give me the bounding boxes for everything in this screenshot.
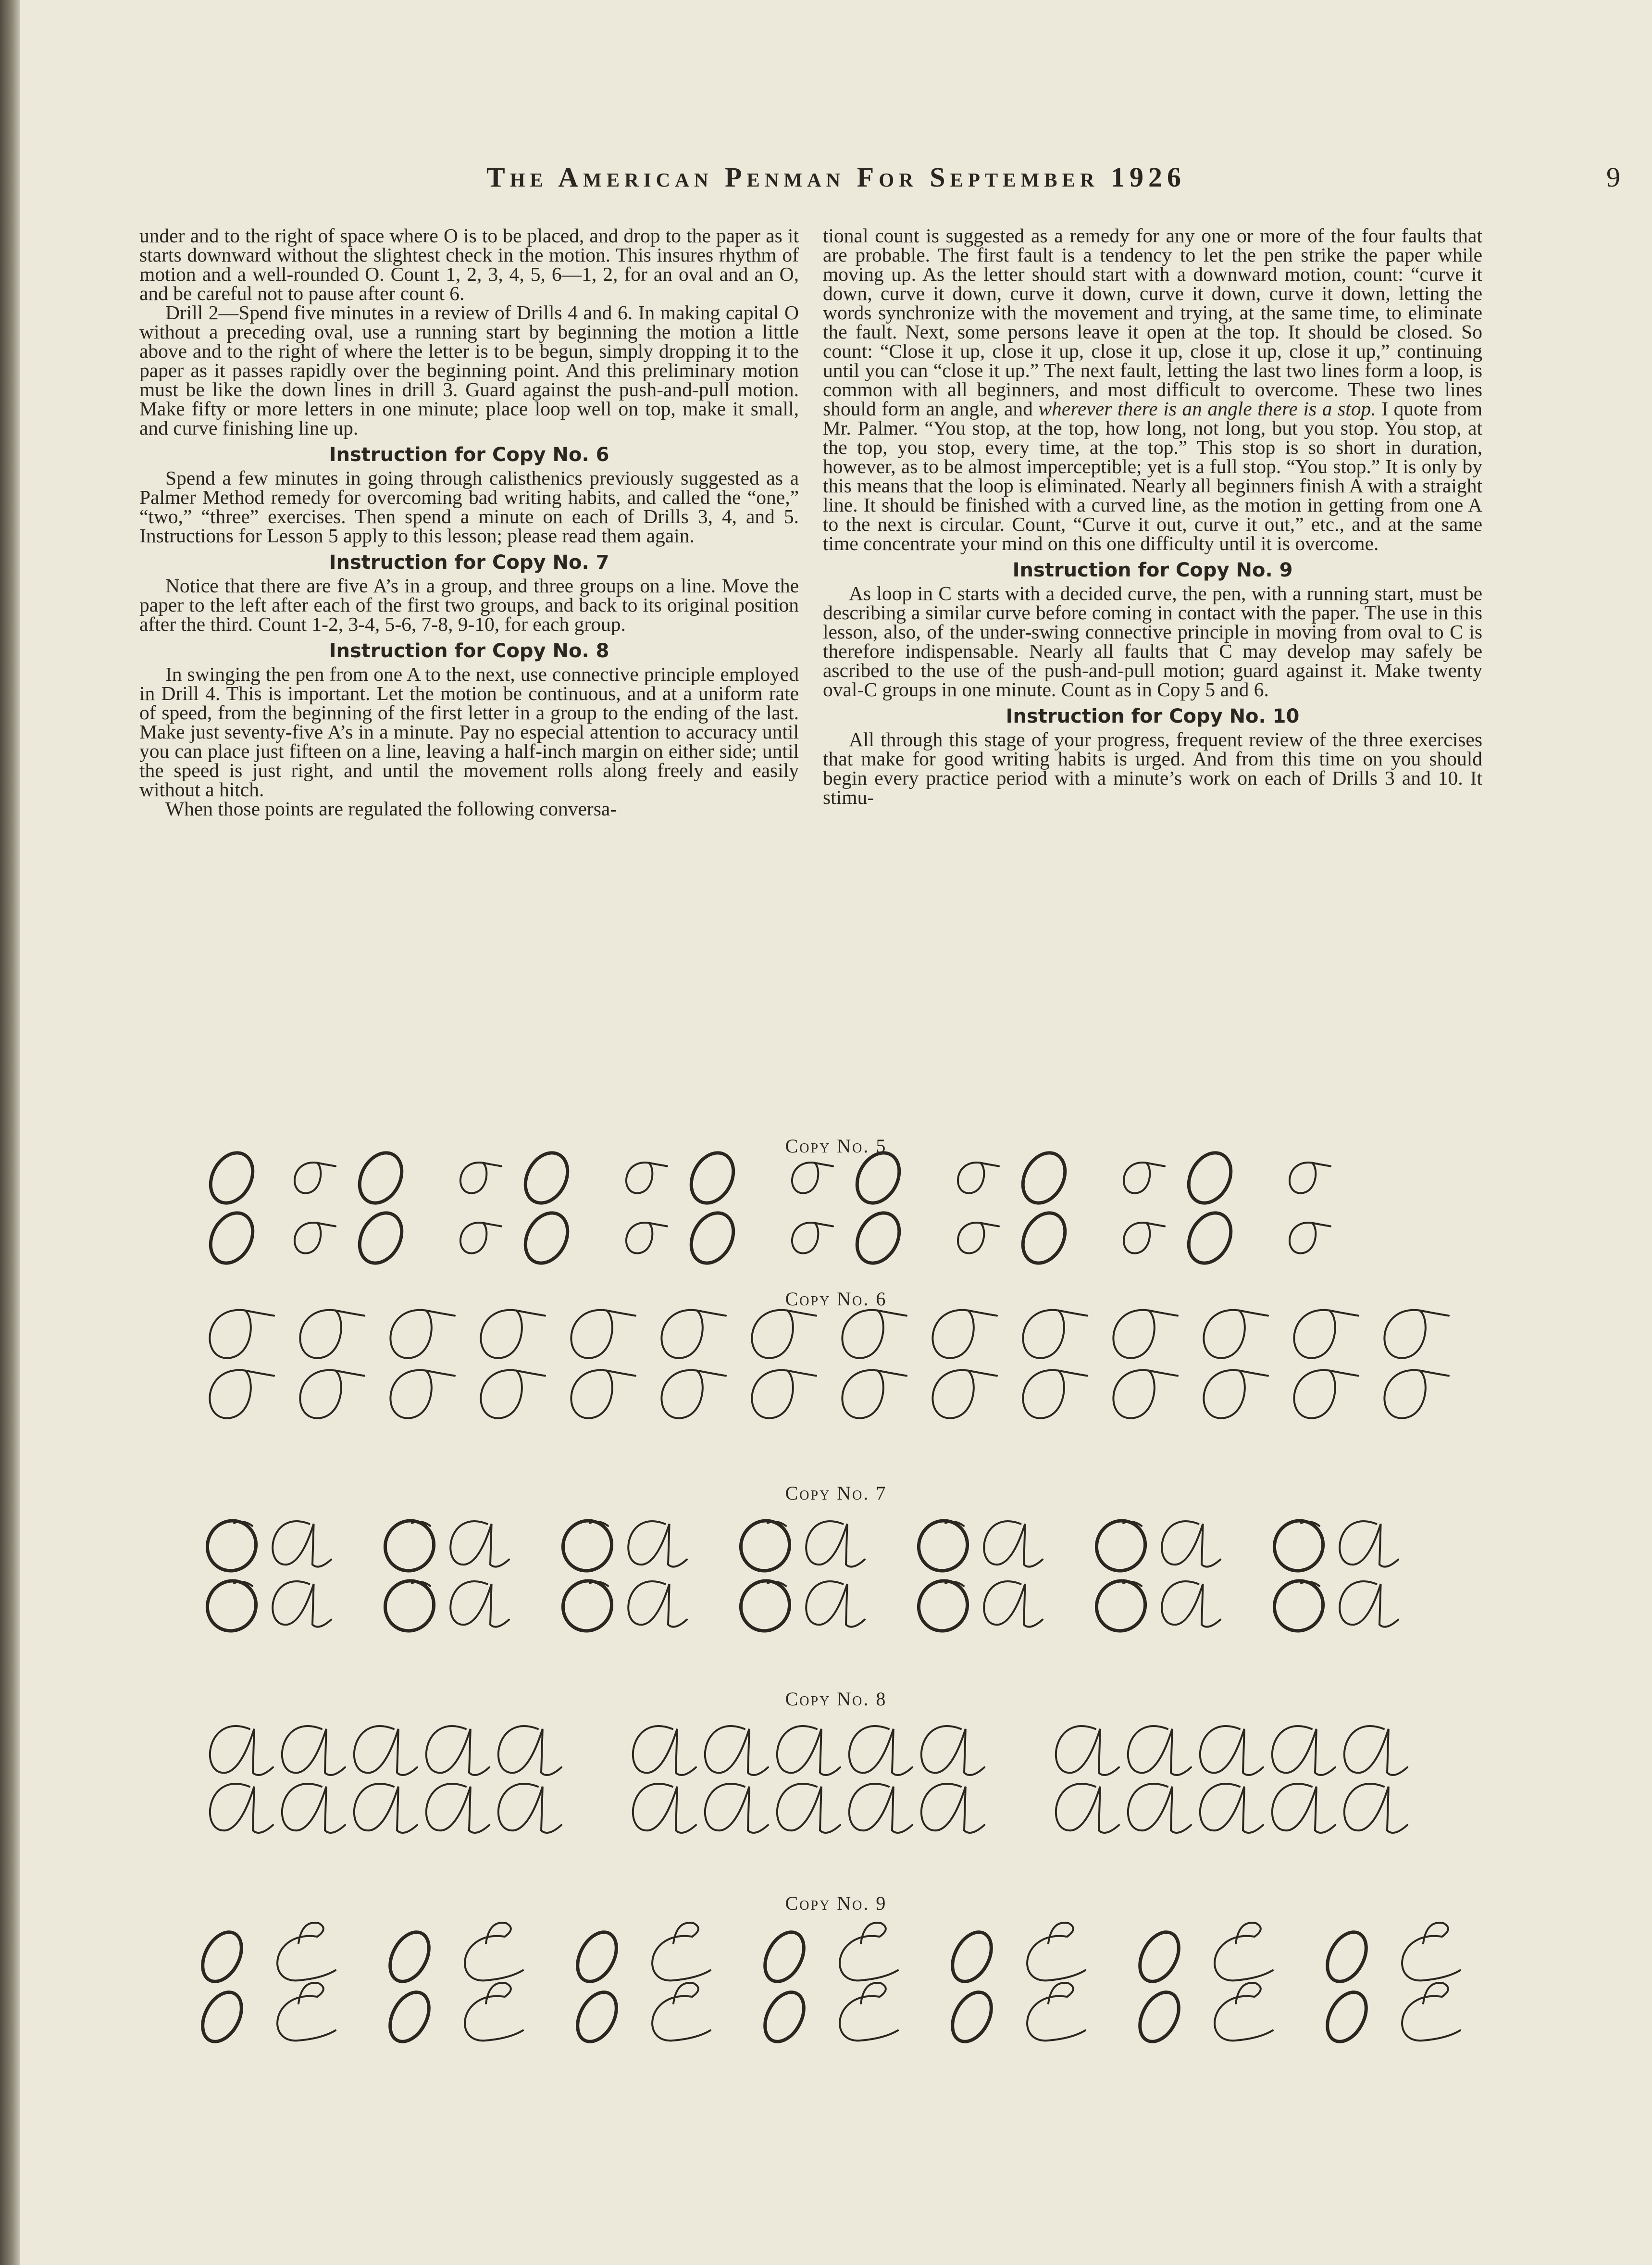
script-letter-a (1162, 1581, 1220, 1627)
script-letter-a (273, 1521, 331, 1567)
script-letter-small-o (932, 1310, 997, 1358)
script-letter-o (944, 1926, 999, 1988)
script-letter-o (1088, 1572, 1154, 1639)
script-letter-small-o (1023, 1310, 1087, 1358)
script-letter-small-o (481, 1370, 545, 1418)
script-letter-small-o (752, 1370, 816, 1418)
script-letter-small-o (1294, 1310, 1358, 1358)
script-letter-a (984, 1581, 1043, 1627)
paragraph: Notice that there are five A’s in a group, and three groups on a line. Move the paper to the left after each of the first two groups, and back to its original position after the third. Count 1-2, 3-4, 5-6, 7-8, 9-10, for each group. (139, 575, 799, 635)
script-letter-c (465, 1923, 523, 1980)
script-letter-o (351, 1206, 410, 1271)
script-letter-a (777, 1726, 840, 1775)
script-letter-o (1266, 1572, 1332, 1639)
italic-quote: wherever there is an angle there is a stop. (1038, 398, 1376, 420)
script-letter-small-o (661, 1310, 726, 1358)
script-letter-a (628, 1521, 687, 1567)
script-letter-c (1215, 1923, 1273, 1980)
script-letter-small-o (1294, 1370, 1358, 1418)
script-letter-a (1056, 1784, 1119, 1833)
script-letter-a (282, 1726, 345, 1775)
script-letter-o (199, 1572, 265, 1639)
script-letter-small-o (1023, 1370, 1087, 1418)
section-heading: Instruction for Copy No. 10 (1006, 705, 1300, 727)
script-letter-small-o (300, 1370, 364, 1418)
script-letter-o (1132, 1926, 1186, 1988)
paragraph: In swinging the pen from one A to the next, use connective principle employed in Drill 4. This is important. Let the motion be continuous, and at a uniform rate of speed, from the beginning of the first letter in a group to the ending of the last. Make just seventy-five A’s in a minute. Pay no especial attention to accuracy until you can place just fifteen on a line, leaving a half-inch margin on either side; until the speed is just right, and until the movement rolls along freely and easily without a hitch. (139, 663, 799, 801)
script-letter-o (757, 1926, 811, 1988)
script-letter-small-o (1384, 1310, 1449, 1358)
script-letter-small-o (1290, 1163, 1330, 1193)
script-letter-o (1319, 1986, 1374, 2048)
script-letter-o (202, 1206, 261, 1271)
script-letter-a (1128, 1784, 1191, 1833)
paragraph: Spend a few minutes in going through calisthenics previously suggested as a Palmer Method remedy for overcoming bad writing habits, and called the “one,” “two,” “three” exercises. Then spend a minute on each of Drills 3, 4, and 5. Instructions for Lesson 5 apply to this lesson; please read them again. (139, 467, 799, 547)
script-letter-a (1272, 1726, 1335, 1775)
script-letter-o (382, 1926, 436, 1988)
script-letter-small-o (842, 1370, 907, 1418)
script-letter-o (199, 1512, 265, 1579)
section-heading: Instruction for Copy No. 6 (329, 444, 609, 466)
script-letter-small-o (460, 1223, 501, 1253)
copy-5-specimen (203, 1149, 1472, 1269)
script-letter-a (354, 1726, 417, 1775)
script-letter-o (1266, 1512, 1332, 1579)
paragraph: Drill 2—Spend five minutes in a review of Drills 4 and 6. In making capital O without a preceding oval, use a running start by beginning the motion a little above and to the right of where the letter is to be begun, simply dropping it to the paper as it passes rapidly over the beginning point. And this preliminary motion must be like the down lines in drill 3. Guard against the push-and-pull motion. Make fifty or more letters in one minute; place loop well on top, make it small, and curve finishing line up. (139, 301, 799, 439)
script-letter-small-o (1204, 1370, 1268, 1418)
script-letter-small-o (626, 1163, 667, 1193)
script-letter-small-o (1384, 1370, 1449, 1418)
script-letter-o (849, 1206, 907, 1271)
left-column (139, 226, 799, 818)
script-letter-a (921, 1784, 984, 1833)
script-letter-a (426, 1726, 489, 1775)
script-letter-small-o (792, 1163, 833, 1193)
script-letter-a (1162, 1521, 1220, 1567)
script-letter-small-o (661, 1370, 726, 1418)
script-letter-c (1402, 1983, 1460, 2040)
script-letter-o (1015, 1206, 1073, 1271)
script-letter-a (1272, 1784, 1335, 1833)
copy-caption: Copy No. 8 (785, 1688, 887, 1710)
copy-caption: Copy No. 5 (785, 1135, 887, 1157)
copy-9-specimen (203, 1928, 1472, 2048)
script-letter-a (498, 1726, 561, 1775)
script-letter-a (273, 1581, 331, 1627)
script-letter-a (628, 1581, 687, 1627)
script-letter-o (195, 1926, 249, 1988)
paragraph-text: tional count is suggested as a remedy for any one or more of the four faults that are probable. The first fault is a tendency to let the pen strike the paper while moving up. As the letter should start with a downward motion, count: “curve it down, curve it down, curve it down, curve it down, curve it down, letting the words synchronize with the movement and trying, at the same time, to eliminate the fault. Next, some persons leave it open at the top. It should be closed. So count: “Close it up, close it up, close it up, close it up, close it up,” continuing until you can “close it up.” The next fault, letting the last two lines form a loop, is common with all beginners, and most difficult to overcome. These two lines should form an angle, and (823, 225, 1482, 420)
header-title: The American Penman For September 1926 (486, 162, 1186, 193)
script-letter-a (1056, 1726, 1119, 1775)
script-letter-a (806, 1581, 865, 1627)
script-letter-a (450, 1521, 509, 1567)
script-letter-o (1088, 1512, 1154, 1579)
script-letter-a (1128, 1726, 1191, 1775)
running-header (20, 161, 1652, 200)
script-letter-small-o (792, 1223, 833, 1253)
script-letter-small-o (210, 1370, 274, 1418)
script-letter-c (277, 1983, 335, 2040)
script-letter-small-o (481, 1310, 545, 1358)
script-letter-small-o (571, 1310, 635, 1358)
script-letter-o (683, 1146, 742, 1211)
section-heading: Instruction for Copy No. 8 (329, 640, 609, 662)
copy-6-specimen (203, 1308, 1472, 1428)
script-letter-o (570, 1986, 624, 2048)
script-letter-o (202, 1146, 261, 1211)
script-letter-a (450, 1581, 509, 1627)
script-letter-o (944, 1986, 999, 2048)
script-letter-small-o (626, 1223, 667, 1253)
script-letter-a (1340, 1581, 1398, 1627)
script-letter-small-o (210, 1310, 274, 1358)
script-letter-c (1215, 1983, 1273, 2040)
script-letter-small-o (460, 1163, 501, 1193)
script-letter-o (683, 1206, 742, 1271)
script-letter-o (382, 1986, 436, 2048)
script-letter-c (465, 1983, 523, 2040)
script-letter-small-o (1113, 1370, 1178, 1418)
script-letter-o (757, 1986, 811, 2048)
script-letter-small-o (958, 1223, 999, 1253)
script-letter-o (849, 1146, 907, 1211)
paragraph (823, 226, 1482, 553)
right-column (823, 226, 1482, 807)
script-letter-c (1027, 1983, 1085, 2040)
script-letter-small-o (1204, 1310, 1268, 1358)
paragraph: As loop in C starts with a decided curve, the pen, with a running start, must be describing a similar curve before coming in contact with the paper. The use in this lesson, also, of the under-swing connective principle in moving from oval to C is therefore indispensable. Nearly all faults that C may develop may safely be ascribed to the use of the push-and-pull motion; guard against it. Make twenty oval-C groups in one minute. Count as in Copy 5 and 6. (823, 582, 1482, 701)
script-letter-a (210, 1726, 273, 1775)
script-letter-small-o (842, 1310, 907, 1358)
script-letter-o (910, 1572, 976, 1639)
script-letter-small-o (932, 1370, 997, 1418)
script-letter-a (1200, 1784, 1263, 1833)
script-letter-small-o (1113, 1310, 1178, 1358)
script-letter-a (1344, 1784, 1407, 1833)
script-letter-c (1402, 1923, 1460, 1980)
script-letter-a (777, 1784, 840, 1833)
paragraph: When those points are regulated the following conversa- (165, 798, 617, 820)
script-letter-c (652, 1923, 710, 1980)
script-letter-a (282, 1784, 345, 1833)
script-letter-o (732, 1512, 798, 1579)
section-heading: Instruction for Copy No. 9 (1012, 559, 1293, 581)
script-letter-a (921, 1726, 984, 1775)
script-letter-o (570, 1926, 624, 1988)
script-letter-small-o (958, 1163, 999, 1193)
script-letter-o (1132, 1986, 1186, 2048)
script-letter-a (1344, 1726, 1407, 1775)
script-letter-a (498, 1784, 561, 1833)
script-letter-o (376, 1512, 443, 1579)
script-letter-a (984, 1521, 1043, 1567)
script-letter-a (633, 1726, 696, 1775)
copy-8-specimen (203, 1726, 1472, 1846)
script-letter-small-o (752, 1310, 816, 1358)
script-letter-a (1200, 1726, 1263, 1775)
script-letter-a (806, 1521, 865, 1567)
script-letter-a (210, 1784, 273, 1833)
script-letter-c (840, 1983, 898, 2040)
script-letter-small-o (295, 1223, 335, 1253)
script-letter-a (354, 1784, 417, 1833)
script-letter-o (1180, 1206, 1239, 1271)
script-letter-c (840, 1923, 898, 1980)
page (20, 0, 1652, 2265)
script-letter-small-o (1290, 1223, 1330, 1253)
section-heading: Instruction for Copy No. 7 (329, 551, 609, 574)
script-letter-c (652, 1983, 710, 2040)
copy-caption: Copy No. 9 (785, 1892, 887, 1914)
script-letter-a (1340, 1521, 1398, 1567)
script-letter-a (705, 1726, 768, 1775)
script-letter-o (351, 1146, 410, 1211)
script-letter-o (517, 1146, 576, 1211)
script-letter-a (849, 1784, 912, 1833)
book-binding (0, 0, 20, 2265)
script-letter-o (554, 1572, 621, 1639)
script-letter-c (1027, 1923, 1085, 1980)
script-letter-small-o (300, 1310, 364, 1358)
copy-caption: Copy No. 7 (785, 1482, 887, 1504)
script-letter-c (277, 1923, 335, 1980)
paragraph: under and to the right of space where O is to be placed, and drop to the paper as it starts downward without the slightest check in the motion. This insures rhythm of motion and a well-rounded O. Count 1, 2, 3, 4, 5, 6—1, 2, for an oval and an O, and be careful not to pause after count 6. (139, 225, 799, 304)
script-letter-o (1015, 1146, 1073, 1211)
script-letter-small-o (1124, 1223, 1165, 1253)
script-letter-o (376, 1572, 443, 1639)
script-letter-small-o (1124, 1163, 1165, 1193)
script-letter-o (910, 1512, 976, 1579)
page-number: 9 (1606, 162, 1620, 193)
script-letter-o (1180, 1146, 1239, 1211)
paragraph-text: I quote from Mr. Palmer. “You stop, at the top, how long, not long, but you stop. You stop, at the top, you stop, every time, at the top.” This stop is so short in duration, however, as to be almost imperceptible; yet is a full stop. “You stop.” It is only by this means that the loop is eliminated. Nearly all beginners finish A with a straight line. It should be finished with a curved line, as the motion in getting from one A to the next is circular. Count, “Curve it out, curve it out,” etc., and at the same time concentrate your mind on this one difficulty until it is overcome. (823, 398, 1483, 554)
copy-7-specimen (203, 1519, 1472, 1639)
script-letter-o (554, 1512, 621, 1579)
script-letter-o (732, 1572, 798, 1639)
script-letter-small-o (571, 1370, 635, 1418)
script-letter-o (517, 1206, 576, 1271)
copy-caption: Copy No. 6 (785, 1288, 887, 1310)
script-letter-small-o (390, 1370, 455, 1418)
script-letter-o (195, 1986, 249, 2048)
script-letter-o (1319, 1926, 1374, 1988)
script-letter-small-o (390, 1310, 455, 1358)
script-letter-small-o (295, 1163, 335, 1193)
script-letter-a (633, 1784, 696, 1833)
paragraph: All through this stage of your progress, frequent review of the three exercises that make for good writing habits is urged. And from this time on you should begin every practice period with a minute’s work on each of Drills 3 and 10. It stimu- (823, 728, 1482, 808)
script-letter-a (849, 1726, 912, 1775)
script-letter-a (426, 1784, 489, 1833)
script-letter-a (705, 1784, 768, 1833)
